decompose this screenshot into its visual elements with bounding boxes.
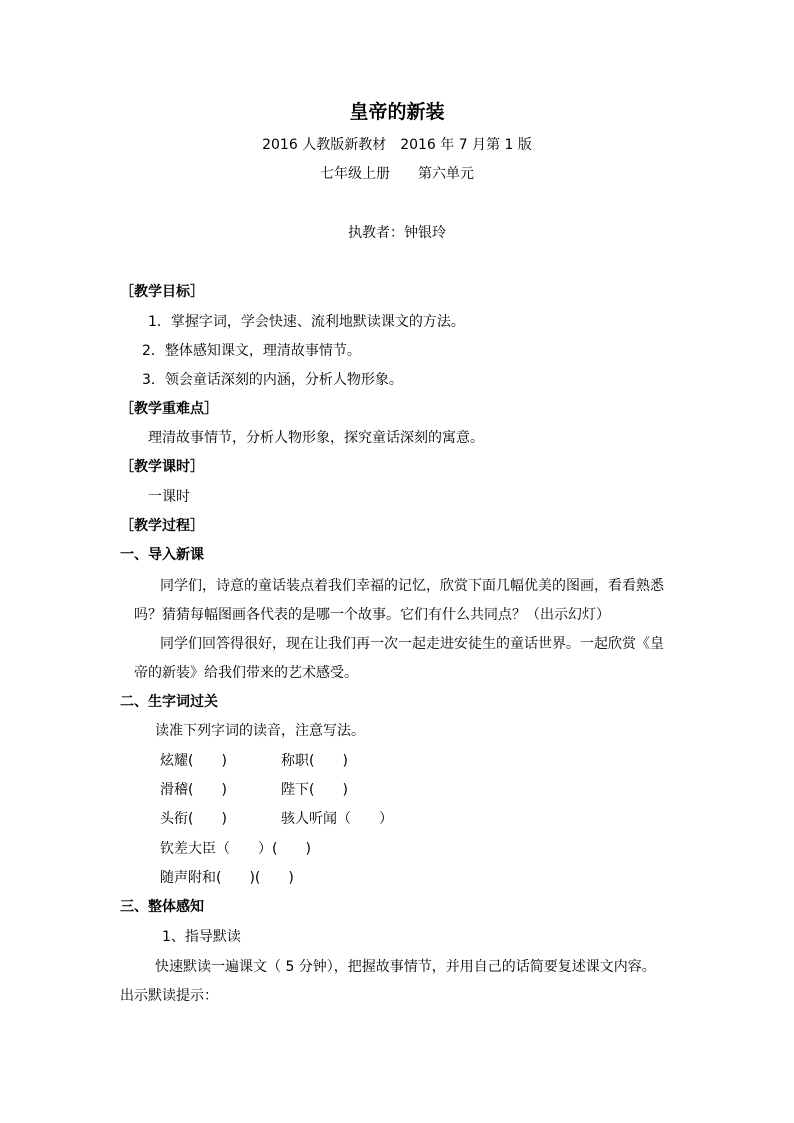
paragraph-line: 快速默读一遍课文（ 5 分钟），把握故事情节，并用自己的话简要复述课文内容。	[155, 959, 656, 975]
objective-item: 3．领会童话深刻的内涵，分析人物形象。	[142, 372, 403, 388]
vocabulary-word: 头衔( )	[160, 811, 227, 827]
vocabulary-word: 炫耀( )	[160, 753, 227, 769]
objectives-heading: ［教学目标］	[120, 284, 204, 300]
hours-heading: ［教学课时］	[120, 459, 204, 475]
key-points-text: 理清故事情节，分析人物形象，探究童话深刻的寓意。	[148, 430, 484, 446]
section-heading-vocabulary: 二、生字词过关	[120, 694, 218, 710]
paragraph-line: 同学们，诗意的童话装点着我们幸福的记忆，欣赏下面几幅优美的图画，看看熟悉	[160, 578, 664, 594]
vocabulary-word: 随声附和( )( )	[160, 870, 294, 886]
vocabulary-word: 骇人听闻（ ）	[281, 811, 393, 827]
vocabulary-word: 钦差大臣（ ）( )	[160, 841, 311, 857]
objective-item: 2．整体感知课文，理清故事情节。	[142, 343, 361, 359]
overview-subheading: 1、指导默读	[162, 929, 241, 945]
paragraph-line: 出示默读提示：	[120, 988, 218, 1004]
objective-item: 1．掌握字词，学会快速、流利地默读课文的方法。	[148, 314, 465, 330]
grade-label: 七年级上册	[320, 166, 390, 182]
edition-line: 2016 人教版新教材 2016 年 7 月第 1 版	[262, 137, 532, 153]
vocabulary-word: 陛下( )	[281, 782, 348, 798]
teacher-line: 执教者：钟银玲	[348, 225, 446, 241]
key-points-heading: ［教学重难点］	[120, 401, 218, 417]
vocabulary-word: 滑稽( )	[160, 782, 227, 798]
paragraph-line: 同学们回答得很好，现在让我们再一次一起走进安徒生的童话世界。一起欣赏《皇	[160, 636, 664, 652]
section-heading-overview: 三、整体感知	[120, 899, 204, 915]
vocabulary-intro: 读准下列字词的读音，注意写法。	[155, 723, 365, 739]
paragraph-line: 帝的新装》给我们带来的艺术感受。	[134, 665, 358, 681]
page-title: 皇帝的新装	[349, 101, 445, 123]
vocabulary-word: 称职( )	[281, 753, 348, 769]
unit-label: 第六单元	[418, 166, 474, 182]
hours-text: 一课时	[148, 489, 190, 505]
process-heading: ［教学过程］	[120, 518, 204, 534]
section-heading-intro: 一、导入新课	[120, 547, 204, 563]
grade-unit-line	[0, 165, 794, 183]
paragraph-line: 吗？猜猜每幅图画各代表的是哪一个故事。它们有什么共同点？（出示幻灯）	[134, 607, 610, 623]
